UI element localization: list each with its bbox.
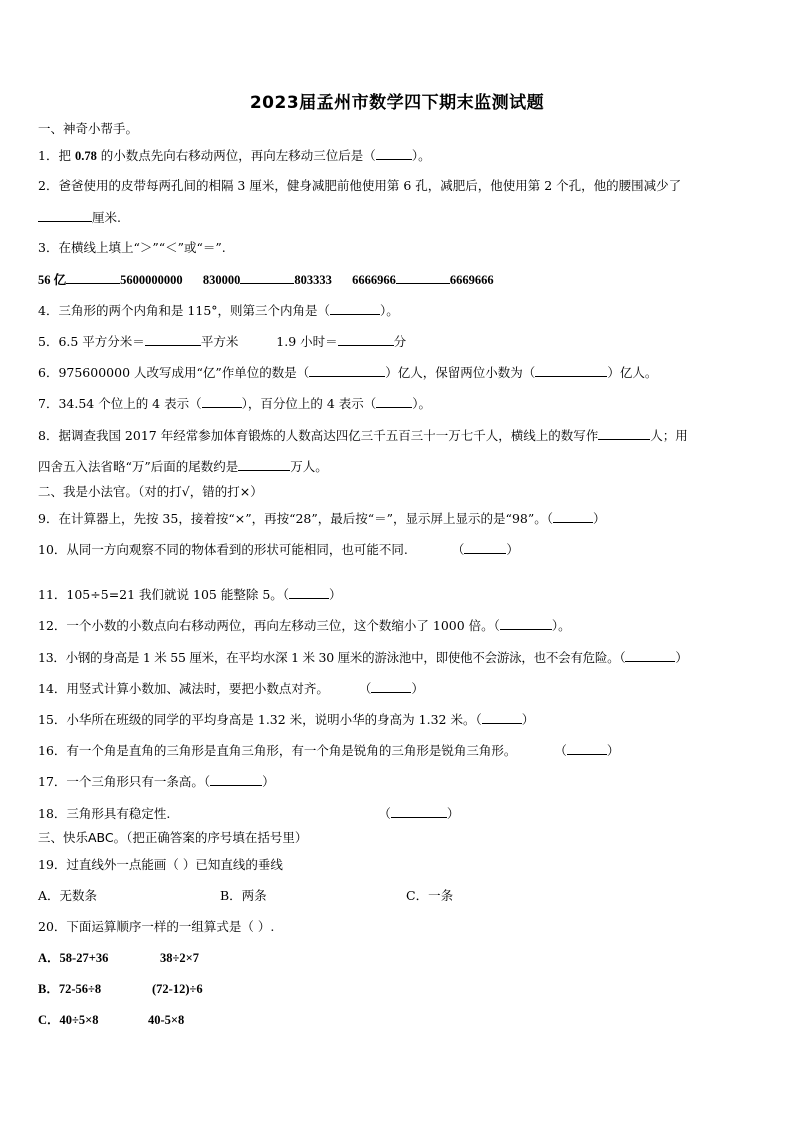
- answer-blank[interactable]: [376, 395, 412, 408]
- answer-blank[interactable]: [535, 364, 607, 377]
- option-b[interactable]: B．72-56÷8 (72-12)÷6: [38, 982, 203, 996]
- answer-blank[interactable]: [309, 364, 385, 377]
- question-7: 7．34.54 个位上的 4 表示（ ），百分位上的 4 表示（ ）。: [38, 396, 432, 411]
- option-c[interactable]: C．40÷5×8 40-5×8: [38, 1013, 185, 1027]
- question-9: 9．在计算器上，先按 35，接着按“×”，再按“28”，最后按“＝”，显示屏上显示的是“98”。（ ）: [38, 511, 606, 526]
- answer-blank[interactable]: [396, 271, 450, 284]
- answer-blank[interactable]: [240, 271, 294, 284]
- question-8: 8．据调查我国 2017 年经常参加体育锻炼的人数高达四亿三千五百三十一万七千人，横线上的数写作 人；用: [38, 428, 688, 443]
- answer-blank[interactable]: [598, 427, 650, 440]
- answer-blank[interactable]: [482, 711, 522, 724]
- question-18: 18．三角形具有稳定性. （ ）: [38, 806, 460, 821]
- question-2-cont: 厘米.: [38, 209, 121, 226]
- answer-blank[interactable]: [238, 458, 290, 471]
- answer-blank[interactable]: [289, 586, 329, 599]
- question-10: 10．从同一方向观察不同的物体看到的形状可能相同，也可能不同. （ ）: [38, 542, 519, 557]
- question-11: 11．105÷5=21 我们就说 105 能整除 5。（ ）: [38, 587, 342, 602]
- answer-blank[interactable]: [145, 333, 201, 346]
- answer-blank[interactable]: [38, 209, 92, 222]
- question-12: 12．一个小数的小数点向右移动两位，再向左移动三位，这个数缩小了 1000 倍。（ ）。: [38, 618, 571, 633]
- answer-blank[interactable]: [464, 541, 506, 554]
- question-5: 5．6.5 平方分米＝ 平方米 1.9 小时＝ 分: [38, 334, 407, 349]
- answer-blank[interactable]: [202, 395, 242, 408]
- question-4: 4．三角形的两个内角和是 115°，则第三个内角是（ ）。: [38, 303, 399, 318]
- question-3: 3．在横线上填上“＞”“＜”或“＝”.: [38, 240, 226, 255]
- question-19-options: [38, 888, 453, 904]
- answer-blank[interactable]: [330, 302, 380, 315]
- section-heading-1: 一、神奇小帮手。: [38, 121, 139, 136]
- page-title: 2023届孟州市数学四下期末监测试题: [249, 93, 545, 113]
- answer-blank[interactable]: [391, 805, 447, 818]
- option-c[interactable]: C．一条: [406, 888, 454, 903]
- question-16: 16．有一个角是直角的三角形是直角三角形，有一个角是锐角的三角形是锐角三角形。 （ ）: [38, 743, 620, 758]
- question-20: 20．下面运算顺序一样的一组算式是（ ）.: [38, 919, 275, 934]
- answer-blank[interactable]: [553, 510, 593, 523]
- answer-blank[interactable]: [66, 271, 120, 284]
- section-heading-2: 二、我是小法官。（对的打√，错的打×）: [38, 484, 263, 499]
- question-6: 6．975600000 人改写成用“亿”作单位的数是（ ）亿人，保留两位小数为（ ）亿人。: [38, 365, 658, 380]
- question-19: 19．过直线外一点能画（ ）已知直线的垂线: [38, 857, 283, 872]
- option-a[interactable]: A．58-27+36 38÷2×7: [38, 951, 199, 965]
- answer-blank[interactable]: [500, 617, 552, 630]
- section-heading-3: 三、快乐ABC。（把正确答案的序号填在括号里）: [38, 830, 308, 845]
- answer-blank[interactable]: [210, 773, 262, 786]
- question-13: 13．小钢的身高是 1 米 55 厘米，在平均水深 1 米 30 厘米的游泳池中，即使他不会游泳，也不会有危险。（ ）: [38, 650, 688, 665]
- question-3-items: 56 亿 5600000000 830000 803333 6666966 6669666: [38, 273, 494, 287]
- answer-blank[interactable]: [371, 680, 411, 693]
- question-2: 2．爸爸使用的皮带每两孔间的相隔 3 厘米，健身减肥前他使用第 6 孔，减肥后，他使用第 2 个孔，他的腰围减少了: [38, 178, 682, 193]
- question-8-cont: 四舍五入法省略“万”后面的尾数约是 万人。: [38, 459, 328, 474]
- answer-blank[interactable]: [376, 147, 412, 160]
- question-14: 14．用竖式计算小数加、减法时，要把小数点对齐。 （ ）: [38, 681, 424, 696]
- question-15: 15．小华所在班级的同学的平均身高是 1.32 米，说明小华的身高为 1.32 米。（ ）: [38, 712, 535, 727]
- answer-blank[interactable]: [567, 742, 607, 755]
- answer-blank[interactable]: [625, 649, 675, 662]
- option-a[interactable]: A．无数条: [38, 888, 98, 903]
- question-17: 17．一个三角形只有一条高。（ ）: [38, 774, 275, 789]
- answer-blank[interactable]: [338, 333, 394, 346]
- option-b[interactable]: B．两条: [220, 888, 267, 903]
- question-1: 1．把 0.78 的小数点先向右移动两位，再向左移动三位后是（ ）。: [38, 148, 431, 163]
